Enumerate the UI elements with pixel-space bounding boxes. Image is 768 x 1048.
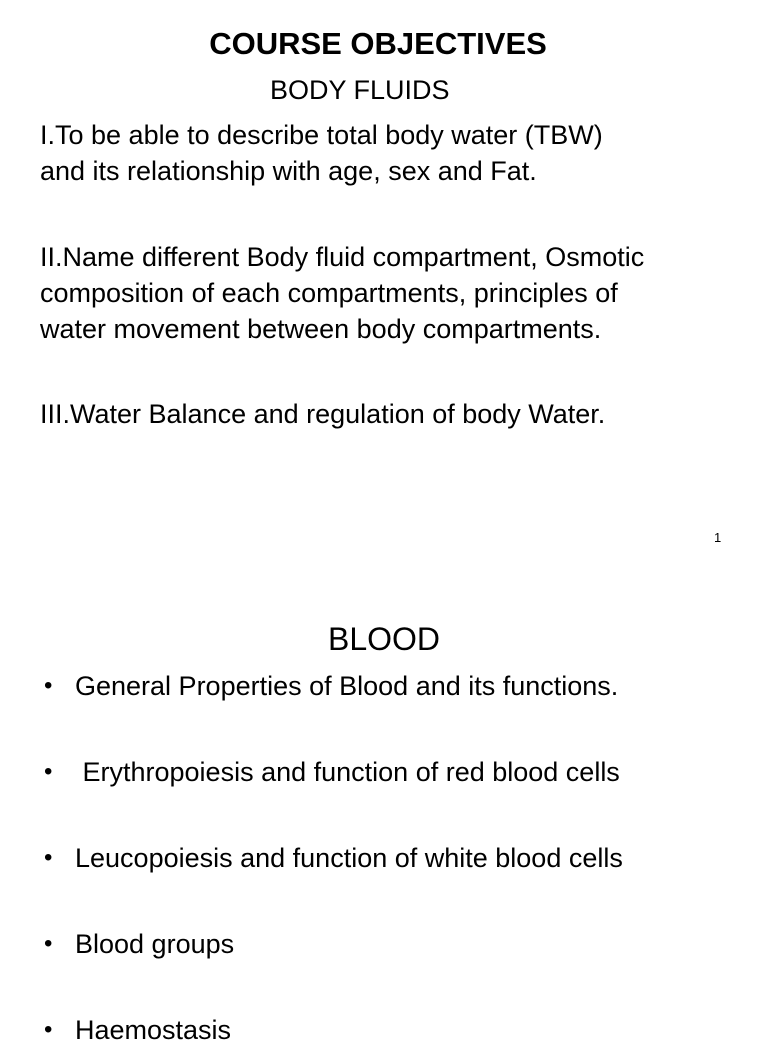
- bullet-icon: •: [44, 930, 53, 957]
- bullet-item: [44, 1012, 764, 1048]
- bullet-icon: •: [44, 672, 53, 699]
- bullet-text: Blood groups: [75, 929, 235, 959]
- slide-title: BLOOD: [327, 621, 441, 657]
- bullet-text: General Properties of Blood and its functions.: [75, 671, 619, 701]
- objective-item: [40, 396, 740, 432]
- objective-line: II.Name different Body fluid compartment, Osmotic: [40, 242, 645, 272]
- bullet-icon: •: [44, 758, 53, 785]
- objective-line: III.Water Balance and regulation of body Water.: [40, 399, 606, 429]
- objective-line: composition of each compartments, principles of: [40, 278, 618, 308]
- objective-item: [40, 117, 740, 189]
- bullet-item: [44, 926, 764, 962]
- objective-line: water movement between body compartments.: [40, 314, 602, 344]
- bullet-item: [44, 840, 764, 876]
- bullet-icon: •: [44, 1016, 53, 1043]
- bullet-item: [44, 754, 764, 790]
- objective-line: and its relationship with age, sex and Fat.: [40, 156, 537, 186]
- page-number: 1: [714, 530, 722, 545]
- bullet-text: Haemostasis: [75, 1015, 232, 1045]
- slide-title: COURSE OBJECTIVES: [209, 26, 547, 61]
- bullet-icon: •: [44, 844, 53, 871]
- objective-item: [40, 239, 740, 347]
- bullet-text: Erythropoiesis and function of red blood cells: [75, 757, 620, 787]
- objective-line: I.To be able to describe total body water (TBW): [40, 120, 603, 150]
- bullet-text: Leucopoiesis and function of white blood cells: [75, 843, 623, 873]
- slide-blood: [0, 576, 768, 1045]
- slide-subtitle: BODY FLUIDS: [270, 75, 450, 105]
- bullet-item: [44, 668, 764, 704]
